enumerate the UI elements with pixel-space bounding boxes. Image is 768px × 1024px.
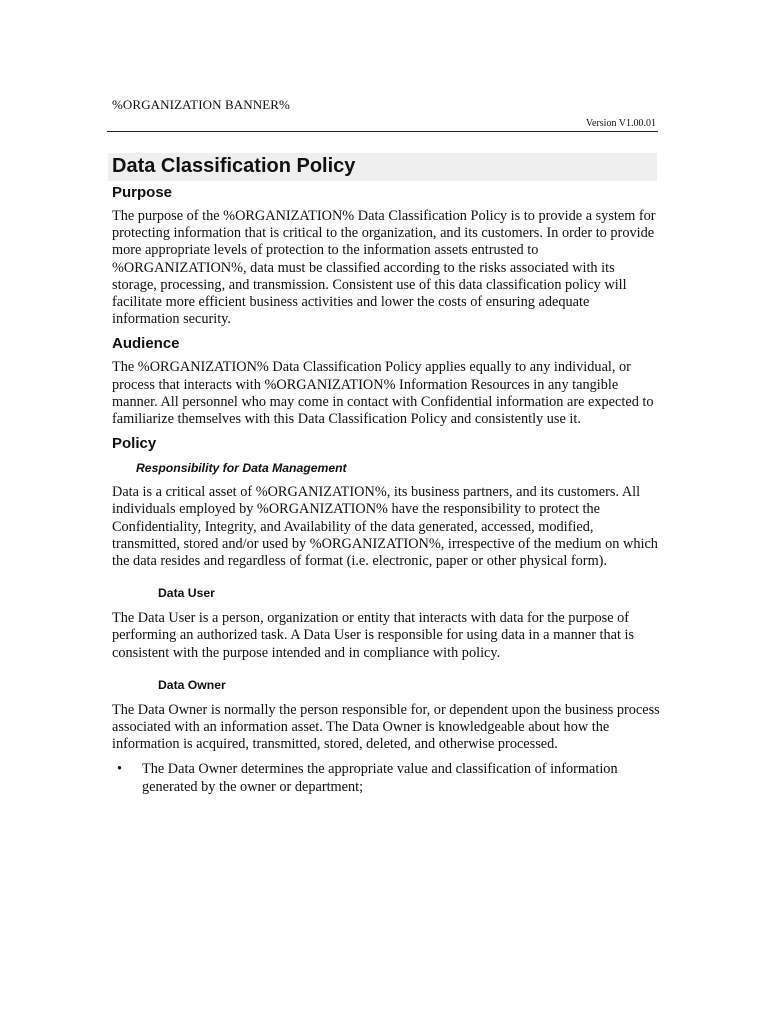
audience-paragraph: The %ORGANIZATION% Data Classification Policy applies equally to any individual, or process that interacts with %ORGANIZATION% Information Resources in any tangible manner. All personnel who may come in contact with Confidential information are expected to familiarize themselves with this Data Classification Policy and consistently use it. [112,359,654,428]
document-content [112,182,660,796]
header-divider [107,131,658,132]
responsibility-heading: Responsibility for Data Management [136,461,347,476]
data-owner-bullet-list [112,761,660,795]
data-user-heading: Data User [158,586,215,601]
page-title: Data Classification Policy [112,155,356,177]
bullet-icon: • [117,761,123,778]
audience-heading: Audience [112,335,180,353]
version-label: Version V1.00.01 [585,118,656,129]
policy-heading: Policy [112,435,157,453]
title-bar [108,153,657,181]
bullet-text: The Data Owner determines the appropriate value and classification of information generated by the owner or department; [142,761,618,795]
data-user-paragraph: The Data User is a person, organization or entity that interacts with data for the purpose of performing an authorized task. A Data User is responsible for using data in a manner that is consistent with the purpose intended and in compliance with policy. [112,610,635,661]
list-item [112,761,660,795]
data-owner-heading: Data Owner [158,677,226,692]
purpose-paragraph: The purpose of the %ORGANIZATION% Data Classification Policy is to provide a system for protecting information that is critical to the organization, and its customers. In order to provide more appropriate levels of protection to the information assets entrusted to %ORGANIZATION%, data must be classified according to the risks associated with its storage, processing, and transmission. Consistent use of this data classification policy will facilitate more efficient business activities and lower the costs of ensuring adequate information security. [112,208,656,328]
responsibility-paragraph: Data is a critical asset of %ORGANIZATION%, its business partners, and its customers. All individuals employed by %ORGANIZATION% have the responsibility to protect the Confidentiality, Integrity, and Availability of the data generated, accessed, modified, transmitted, stored and/or used by %ORGANIZATION%, irrespective of the medium on which the data resides and regardless of format (i.e. electronic, paper or other physical form). [112,484,658,570]
purpose-heading: Purpose [112,184,173,201]
organization-banner: %ORGANIZATION BANNER% [112,97,290,112]
data-owner-paragraph: The Data Owner is normally the person responsible for, or dependent upon the business process associated with an information asset. The Data Owner is knowledgeable about how the information is acquired, transmitted, stored, deleted, and otherwise processed. [112,701,660,753]
